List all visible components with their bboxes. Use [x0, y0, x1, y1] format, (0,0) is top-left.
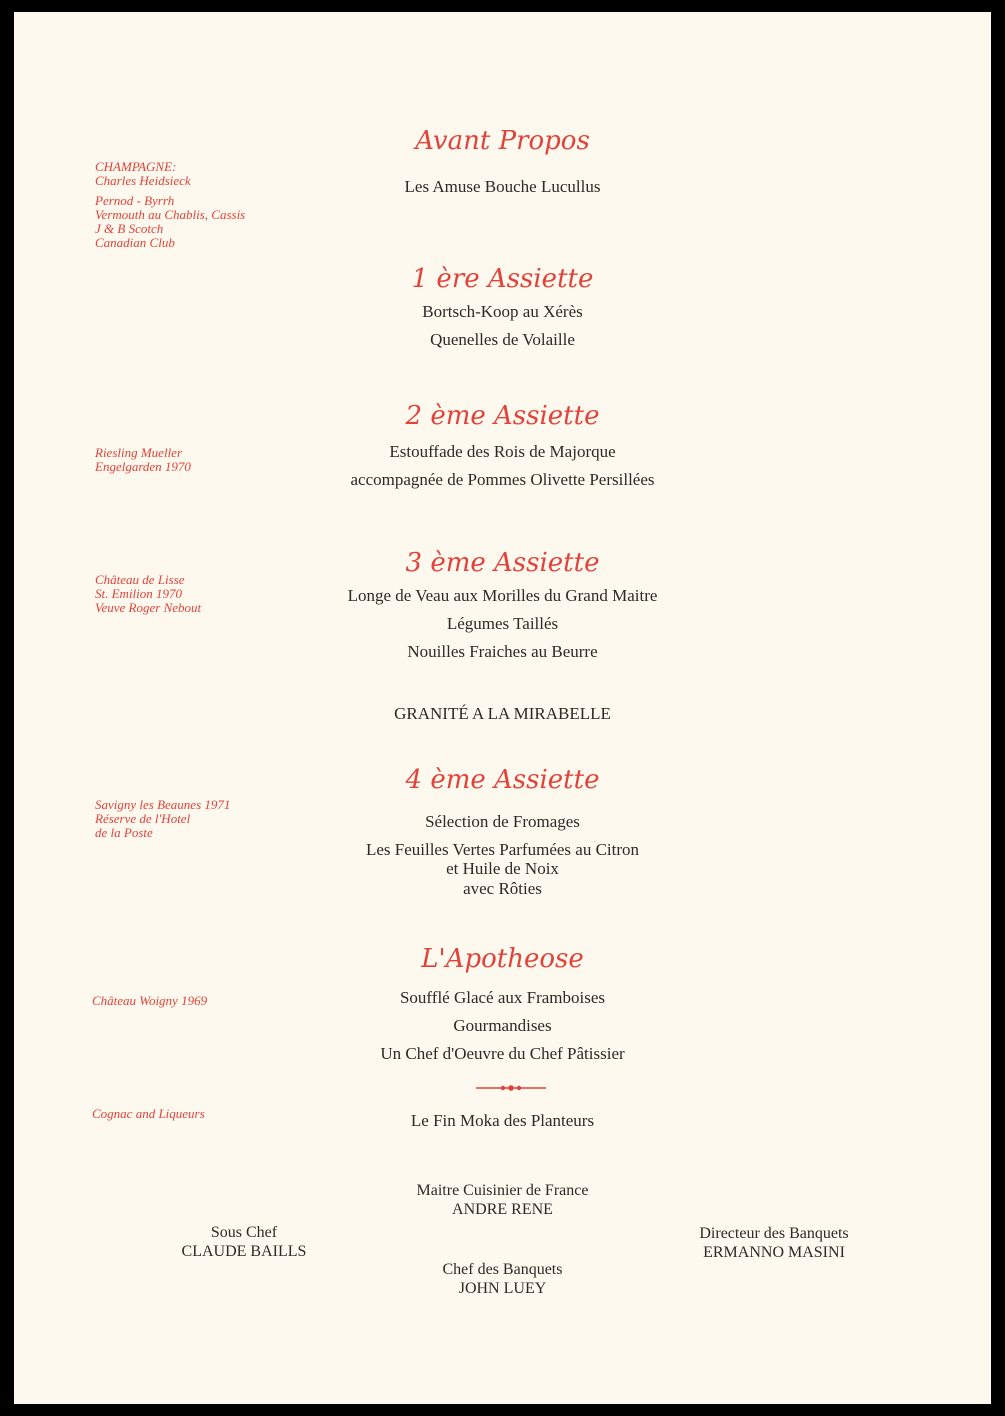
wine-line: Engelgarden 1970: [95, 459, 191, 474]
menu-page: [14, 12, 991, 1404]
credit-sous-chef: [124, 1223, 364, 1261]
menu-item: Les Amuse Bouche Lucullus: [404, 177, 601, 196]
credit-name: CLAUDE BAILLS: [181, 1243, 307, 1260]
wine-line: Savigny les Beaunes 1971: [95, 797, 231, 812]
menu-item: Sélection de Fromages: [425, 812, 580, 831]
credit-directeur: [644, 1224, 904, 1262]
menu-item-granite: GRANITÉ A LA MIRABELLE: [394, 704, 611, 723]
wine-line: Cognac and Liqueurs: [92, 1106, 205, 1121]
menu-item: avec Rôties: [463, 879, 542, 898]
menu-item: Soufflé Glacé aux Framboises: [399, 988, 606, 1007]
wine-line: de la Poste: [95, 825, 153, 840]
credit-title: Directeur des Banquets: [699, 1225, 849, 1242]
menu-item-coffee: Le Fin Moka des Planteurs: [410, 1111, 595, 1130]
section-title-fourth-course: 4 ème Assiette: [405, 765, 600, 795]
wine-line: St. Emilion 1970: [95, 586, 183, 601]
wine-line: Canadian Club: [95, 235, 175, 250]
credit-name: JOHN LUEY: [458, 1280, 547, 1297]
wine-line: Réserve de l'Hotel: [95, 811, 191, 826]
credit-maitre: [14, 1181, 991, 1219]
wine-line: CHAMPAGNE:: [95, 159, 177, 174]
credit-name: ERMANNO MASINI: [703, 1244, 845, 1261]
section-title-avant-propos: Avant Propos: [415, 126, 590, 156]
section-title-first-course: 1 ère Assiette: [411, 264, 594, 294]
wine-champagne: [95, 160, 355, 250]
wine-line: Château de Lisse: [95, 572, 185, 587]
section-title-second-course: 2 ème Assiette: [405, 401, 600, 431]
ornament-divider: [476, 1083, 546, 1093]
section-title-third-course: 3 ème Assiette: [405, 548, 600, 578]
credit-name: ANDRE RENE: [452, 1201, 553, 1218]
menu-item: Nouilles Fraiches au Beurre: [407, 642, 598, 661]
credit-title: Chef des Banquets: [442, 1261, 563, 1278]
wine-line: Vermouth au Chablis, Cassis: [95, 207, 246, 222]
menu-item: Bortsch-Koop au Xérès: [422, 302, 583, 321]
section-title-apotheose: L'Apotheose: [421, 944, 584, 974]
credit-chef-banquets: [14, 1260, 991, 1298]
menu-item: Longe de Veau aux Morilles du Grand Maitre: [347, 586, 658, 605]
wine-line: Riesling Mueller: [95, 445, 183, 460]
menu-item: Légumes Taillés: [446, 614, 559, 633]
menu-item: Gourmandises: [453, 1016, 552, 1035]
wine-line: Veuve Roger Nebout: [95, 600, 202, 615]
menu-item: Un Chef d'Oeuvre du Chef Pâtissier: [380, 1044, 625, 1063]
credit-title: Maitre Cuisinier de France: [416, 1182, 589, 1199]
wine-line: Pernod - Byrrh: [95, 193, 175, 208]
menu-item: Estouffade des Rois de Majorque: [389, 442, 616, 461]
menu-item: Les Feuilles Vertes Parfumées au Citron: [365, 840, 640, 859]
menu-item: Quenelles de Volaille: [430, 330, 575, 349]
wine-line: Charles Heidsieck: [95, 173, 191, 188]
menu-item: et Huile de Noix: [446, 859, 559, 878]
menu-item: accompagnée de Pommes Olivette Persillées: [350, 470, 655, 489]
credit-title: Sous Chef: [210, 1224, 278, 1241]
wine-line: Château Woigny 1969: [92, 993, 208, 1008]
wine-line: J & B Scotch: [95, 221, 164, 236]
